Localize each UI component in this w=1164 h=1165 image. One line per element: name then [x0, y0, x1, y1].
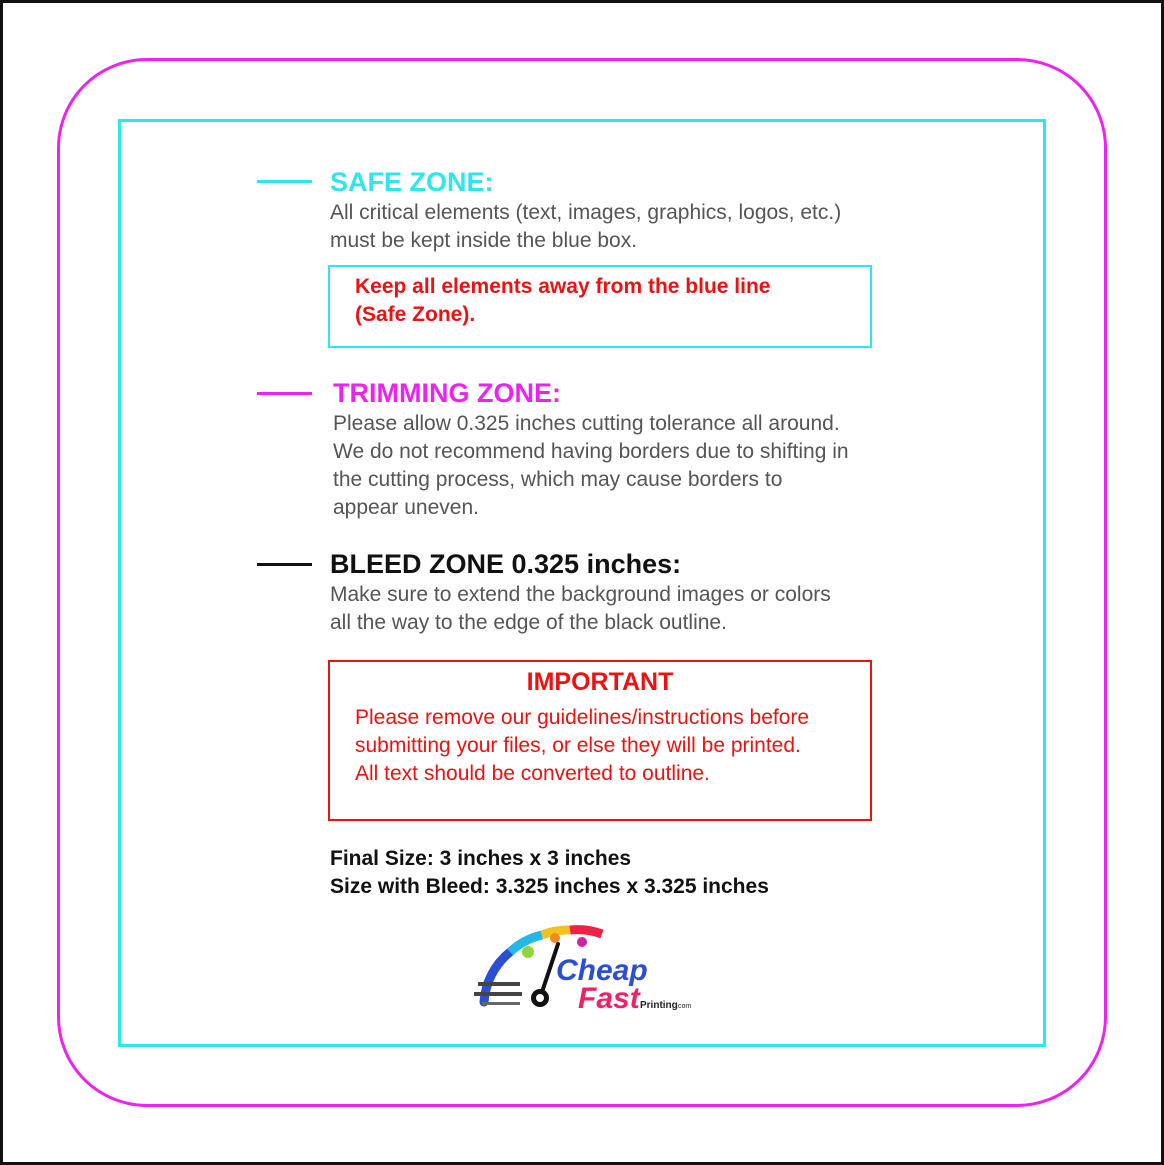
- logo-word-printing: Printing: [640, 1000, 678, 1011]
- important-description: [355, 704, 809, 788]
- safe-zone-heading: SAFE ZONE:: [330, 167, 494, 197]
- important-line: Please remove our guidelines/instructions before: [355, 706, 810, 729]
- trimming-zone-line: We do not recommend having borders due to shifting in: [333, 440, 849, 463]
- safe-zone-line: All critical elements (text, images, graphics, logos, etc.): [330, 201, 842, 224]
- bleed-size: Size with Bleed: 3.325 inches x 3.325 inches: [330, 875, 769, 898]
- trimming-zone-line: Please allow 0.325 inches cutting tolerance all around.: [333, 412, 840, 435]
- important-title: IMPORTANT: [526, 668, 674, 696]
- final-size: Final Size: 3 inches x 3 inches: [330, 847, 632, 870]
- trimming-zone-line: the cutting process, which may cause borders to: [333, 468, 783, 491]
- important-line: All text should be converted to outline.: [355, 762, 710, 785]
- logo-suffix: .com: [676, 1003, 692, 1010]
- bleed-zone-marker: [257, 563, 312, 566]
- safe-zone-marker: [257, 180, 312, 183]
- safe-zone-line: must be kept inside the blue box.: [330, 229, 638, 252]
- bleed-zone-line: all the way to the edge of the black outline.: [330, 611, 727, 634]
- trimming-zone-marker: [257, 392, 312, 395]
- bleed-zone-description: [330, 581, 831, 637]
- trimming-zone-heading: TRIMMING ZONE:: [333, 378, 561, 408]
- logo-word-cheap: Cheap: [556, 954, 648, 987]
- bleed-zone-heading: BLEED ZONE 0.325 inches:: [330, 549, 682, 579]
- trimming-zone-description: [333, 410, 849, 522]
- safe-zone-notice-line: (Safe Zone).: [355, 303, 476, 326]
- safe-zone-notice: [355, 273, 770, 329]
- logo-word-fast: Fast: [578, 982, 640, 1015]
- safe-zone-description: [330, 199, 841, 255]
- cheap-fast-printing-logo: [470, 922, 700, 1022]
- bleed-zone-line: Make sure to extend the background images or colors: [330, 583, 831, 606]
- safe-zone-notice-line: Keep all elements away from the blue line: [355, 275, 771, 298]
- important-line: submitting your files, or else they will be printed.: [355, 734, 801, 757]
- trimming-zone-line: appear uneven.: [333, 496, 479, 519]
- size-info: [330, 845, 769, 901]
